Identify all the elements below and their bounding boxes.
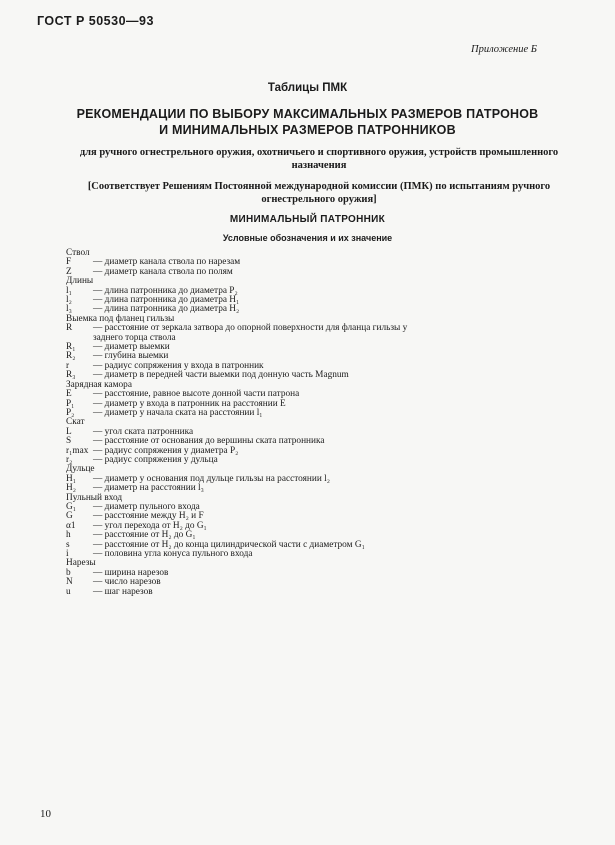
legend-symbol: R xyxy=(66,323,73,334)
legend-symbol: u xyxy=(66,586,71,597)
legend-symbol: R₂ xyxy=(66,351,76,362)
legend-symbol: Z xyxy=(66,266,72,277)
note-line-1: [Соответствует Решениям Постоянной международной комиссии (ПМК) по испытаниям ручного xyxy=(87,181,551,192)
legend-symbol: r₁max xyxy=(66,445,89,456)
legend-description: — диаметр пульного входа xyxy=(93,501,200,512)
legend-group xyxy=(66,277,566,315)
subtitle-line-1: для ручного огнестрельного оружия, охотничьего и спортивного оружия, устройств промышленного xyxy=(79,147,559,158)
legend-item xyxy=(66,371,566,380)
legend-symbol: r xyxy=(66,360,70,371)
legend-description: — диаметр у основания под дульце гильзы на расстоянии l₂ xyxy=(93,473,330,484)
document-header: ГОСТ Р 50530—93 xyxy=(37,14,154,28)
legend-group-title: Дульце xyxy=(66,464,95,475)
legend-symbol: i xyxy=(66,549,69,559)
legend-symbol: P₂ xyxy=(66,407,75,418)
legend-symbol: R₃ xyxy=(66,370,76,381)
legend-description: — расстояние между H₂ и F xyxy=(93,511,204,522)
legend-description: — длина патронника до диаметра H₂ xyxy=(93,304,240,315)
legend-symbol: l₃ xyxy=(66,304,72,315)
subtitle xyxy=(34,146,604,172)
legend-symbol: s xyxy=(66,539,70,550)
page-number: 10 xyxy=(40,808,51,820)
legend-symbol: R₁ xyxy=(66,342,76,353)
legend-symbol: N xyxy=(66,577,73,588)
legend-description: — диаметр в передней части выемки под донную часть Magnum xyxy=(93,370,349,381)
legend-description: — число нарезов xyxy=(93,577,161,588)
legend-description: — расстояние от H₂ до G₁ xyxy=(93,530,196,541)
legend-group-title: Скат xyxy=(66,417,85,428)
legend-symbol: E xyxy=(66,389,72,400)
main-title-line-2: И МИНИМАЛЬНЫХ РАЗМЕРОВ ПАТРОННИКОВ xyxy=(159,123,456,137)
legend-group-title: Нарезы xyxy=(66,558,96,569)
legend-symbol: b xyxy=(66,567,71,578)
legend-description: — угол ската патронника xyxy=(93,426,194,437)
legend-description: — ширина нарезов xyxy=(93,567,169,578)
legend-description: — расстояние от основания до вершины ската патронника xyxy=(93,436,325,447)
legend-description: — диаметр выемки xyxy=(93,342,170,353)
legend-group xyxy=(66,559,566,597)
legend-group xyxy=(66,418,566,465)
legend-description: — диаметр у входа в патронник на расстоянии E xyxy=(93,398,286,409)
note-line-2: огнестрельного оружия] xyxy=(261,194,377,205)
legend-description: — радиус сопряжения у входа в патронник xyxy=(93,360,264,371)
legend-group-title: Выемка под фланец гильзы xyxy=(66,313,175,324)
legend-group xyxy=(66,315,566,381)
appendix-label: Приложение Б xyxy=(470,44,537,55)
legend-description: — расстояние, равное высоте донной части патрона xyxy=(93,389,300,400)
legend-item xyxy=(66,484,566,493)
legend-symbol: L xyxy=(66,426,72,437)
legend-symbol: H₁ xyxy=(66,473,76,484)
legend-symbol: l₂ xyxy=(66,295,72,306)
legend-description: — расстояние от зеркала затвора до опорной поверхности для фланца гильзы у xyxy=(93,323,408,334)
legend-symbol: h xyxy=(66,530,71,541)
tables-title: Таблицы ПМК xyxy=(267,82,348,94)
legend-description: — расстояние от H₂ до конца цилиндрической части с диаметром G₁ xyxy=(93,539,365,550)
legend-description: — радиус сопряжения у дульца xyxy=(93,454,218,465)
legend-symbol: P₁ xyxy=(66,398,75,409)
legend-symbol: G₁ xyxy=(66,501,76,512)
legend-symbol: G xyxy=(66,511,73,522)
legend-group-title: Зарядная камора xyxy=(66,379,132,390)
legend-description: — длина патронника до диаметра P₂ xyxy=(93,285,238,296)
subtitle-line-2: назначения xyxy=(291,160,347,171)
legend-description: — радиус сопряжения у диаметра P₂ xyxy=(93,445,239,456)
legend-list xyxy=(66,249,566,597)
correspondence-note xyxy=(34,180,604,206)
legend-item xyxy=(66,409,566,418)
legend-group-title: Пульный вход xyxy=(66,492,123,503)
legend-group xyxy=(66,494,566,560)
legend-item xyxy=(66,550,566,559)
legend-symbol: l₁ xyxy=(66,285,72,296)
legend-group-title: Длины xyxy=(66,276,94,287)
main-title-line-1: РЕКОМЕНДАЦИИ ПО ВЫБОРУ МАКСИМАЛЬНЫХ РАЗМЕРОВ ПАТРОНОВ xyxy=(76,107,539,121)
legend-symbol: r₂ xyxy=(66,454,73,465)
legend-description: — угол перехода от H₂ до G₁ xyxy=(93,520,207,531)
legend-description: — диаметр на расстоянии l₃ xyxy=(93,483,204,494)
legend-item xyxy=(66,268,566,277)
legend-description-continuation: заднего торца ствола xyxy=(93,332,176,343)
legend-description: — шаг нарезов xyxy=(93,586,153,597)
legend-symbol: S xyxy=(66,436,72,447)
legend-symbol: F xyxy=(66,257,72,268)
main-title xyxy=(60,106,555,138)
legend-description: — диаметр канала ствола по нарезам xyxy=(93,257,241,268)
legend-group xyxy=(66,465,566,493)
legend-description: — диаметр канала ствола по полям xyxy=(93,266,233,277)
legend-symbol: H₂ xyxy=(66,483,76,494)
section-title: МИНИМАЛЬНЫЙ ПАТРОННИК xyxy=(229,214,386,225)
legend-description: — половина угла конуса пульного входа xyxy=(93,549,253,559)
legend-description: — длина патронника до диаметра H₁ xyxy=(93,295,240,306)
legend-item xyxy=(66,588,566,597)
legend-group xyxy=(66,249,566,277)
legend-group xyxy=(66,381,566,419)
legend-description: — глубина выемки xyxy=(93,351,169,362)
legend-description: — диаметр у начала ската на расстоянии l₁ xyxy=(93,407,263,418)
legend-symbol: α1 xyxy=(66,520,76,531)
legend-group-title: Ствол xyxy=(66,248,90,258)
legend-title: Условные обозначения и их значение xyxy=(222,233,393,243)
legend-item xyxy=(66,456,566,465)
